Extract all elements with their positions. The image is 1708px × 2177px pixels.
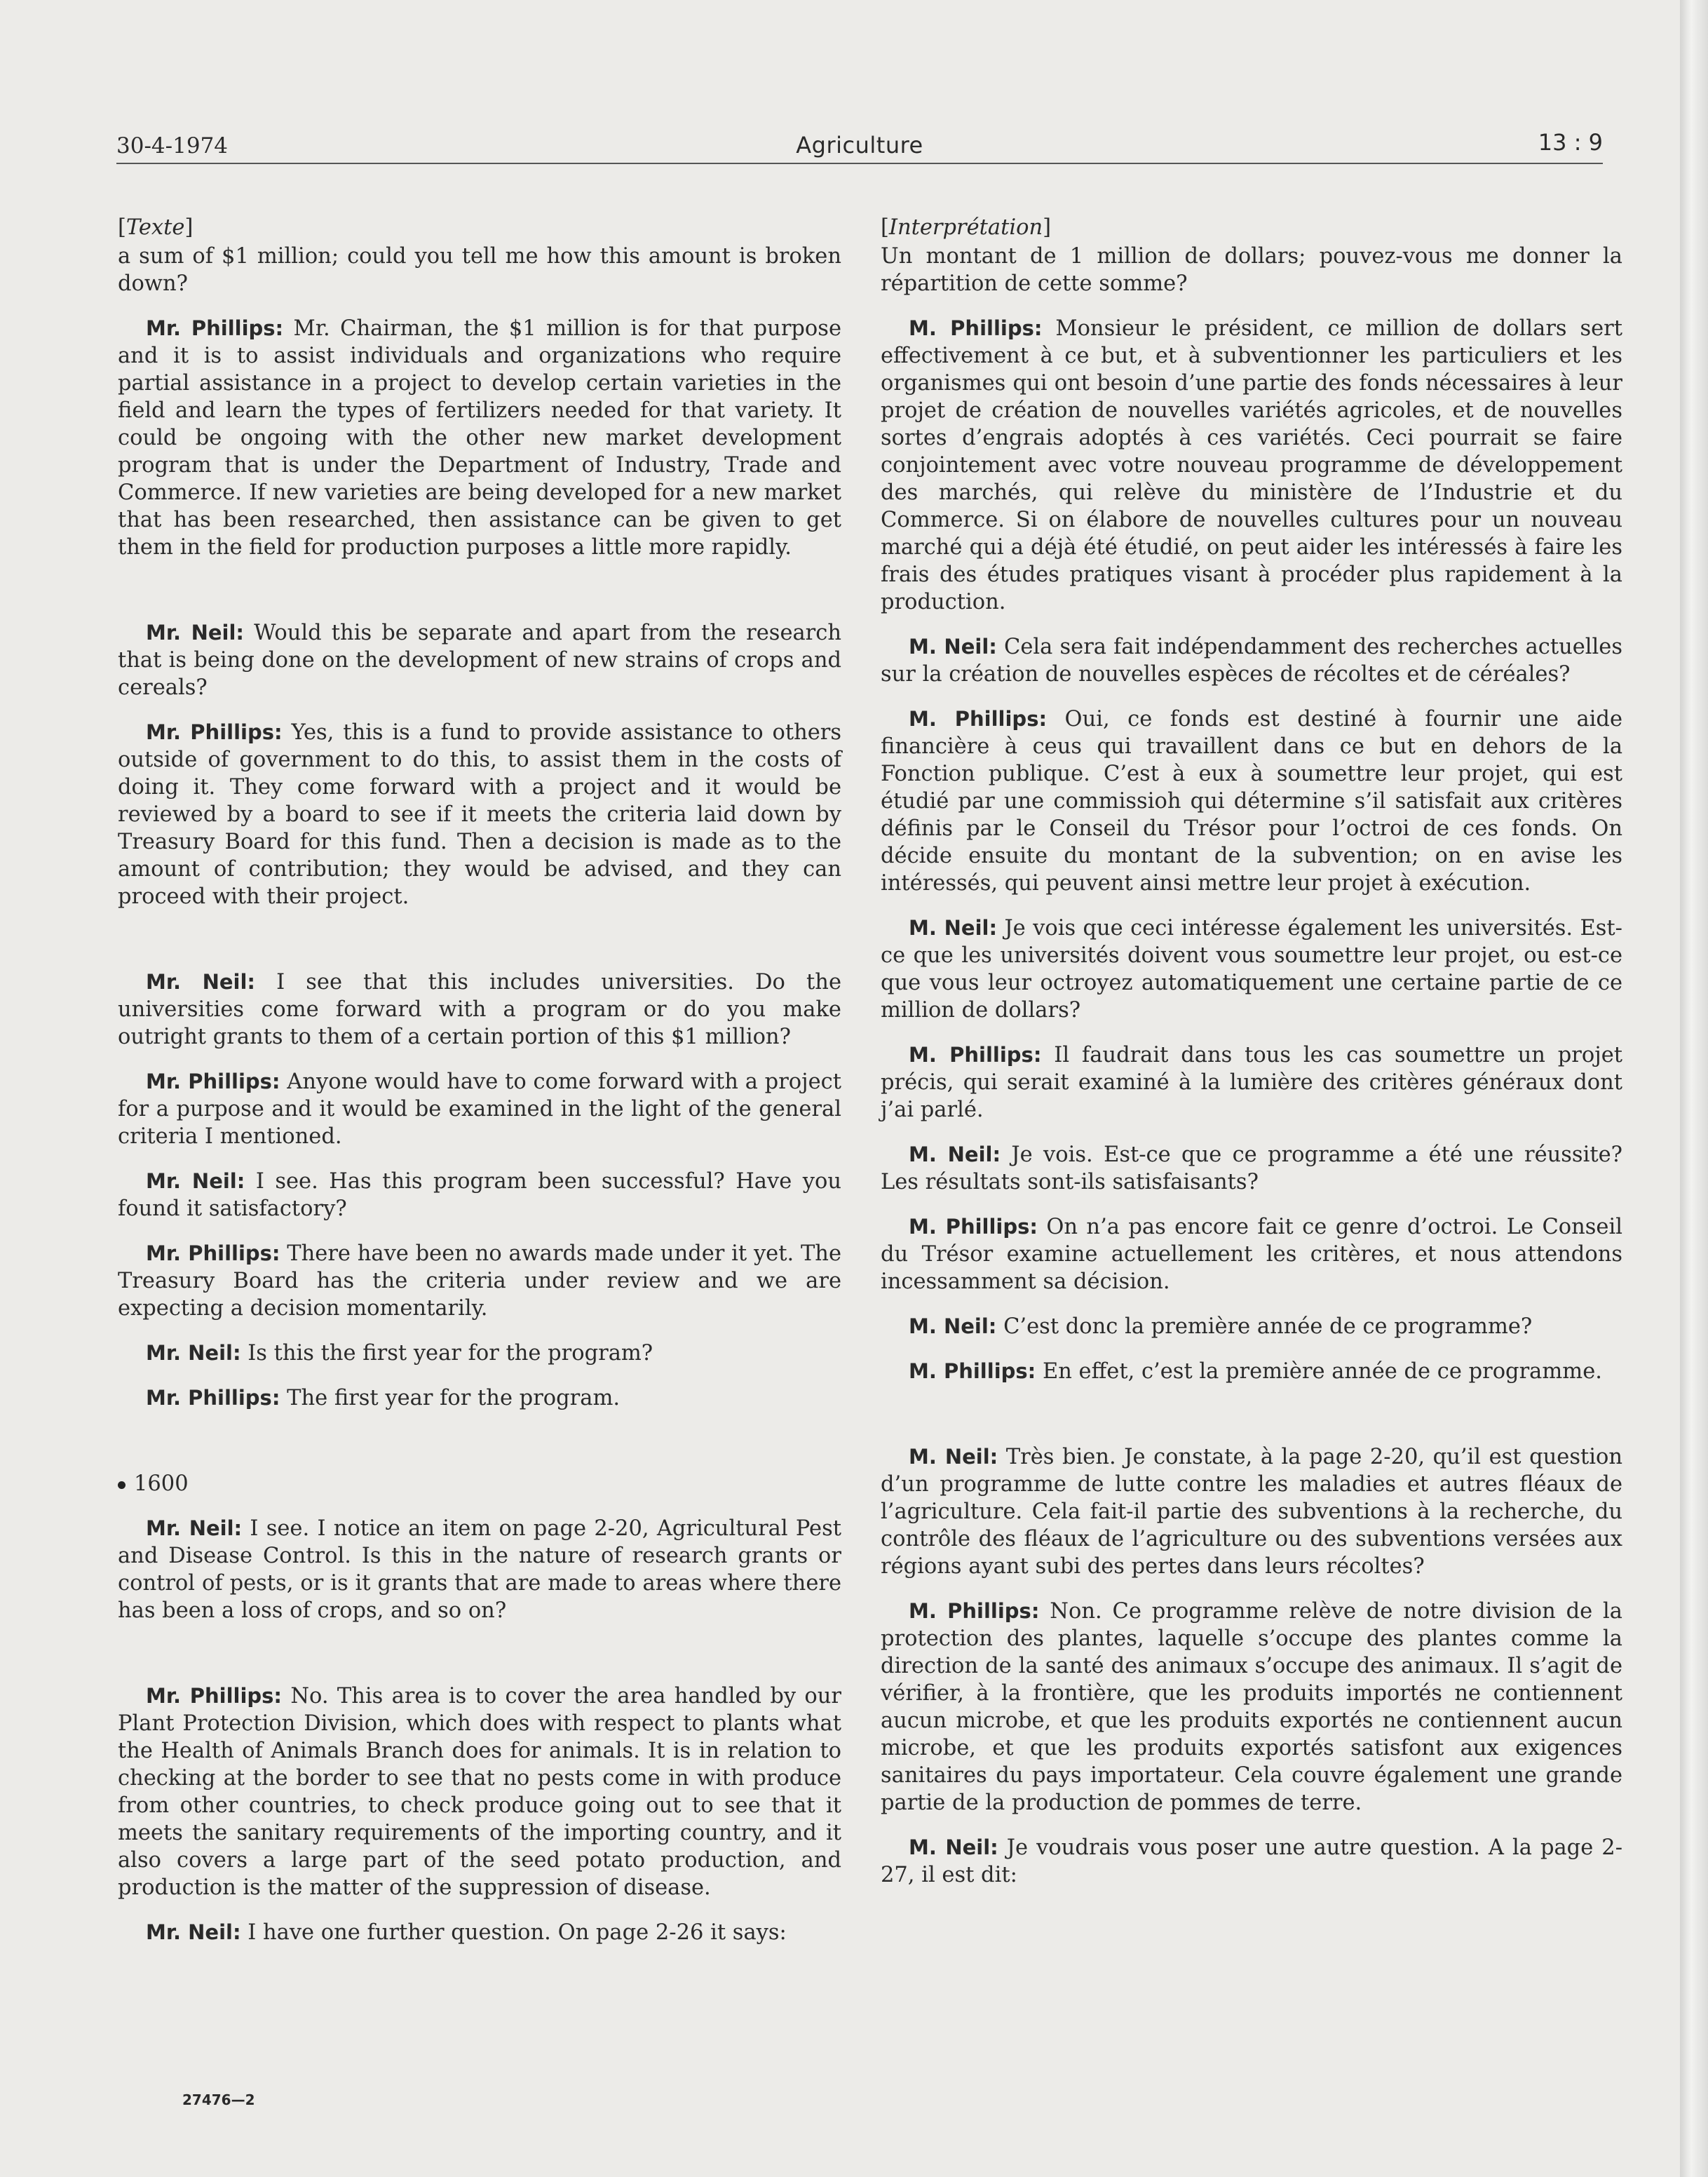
footer-code: 27476—2 [182, 2091, 255, 2108]
paragraph: Mr. Phillips: Yes, this is a fund to provide assistance to others outside of government to do this, to assist them in the costs of doing it. They come forward with a project and it would be reviewed by a board to see if it meets the criteria laid down by Treasury Board for this fund. Then a decision is made as to the amount of contribution; they would be advised, and they can proceed with their project. [118, 720, 842, 909]
speaker-name: Mr. Phillips: [146, 316, 284, 340]
paragraph: M. Phillips: On n’a pas encore fait ce genre d’octroi. Le Conseil du Trésor examine actuellement les critères, et nous attendons incessamment sa décision. [881, 1215, 1622, 1294]
speaker-name: Mr. Neil: [146, 1920, 241, 1944]
intro-paragraph: a sum of $1 million; could you tell me how this amount is broken down? [118, 244, 841, 296]
header-page-number: 13 : 9 [1538, 129, 1603, 156]
speaker-name: Mr. Neil: [146, 970, 255, 994]
speaker-name: M. Neil: [909, 1143, 1001, 1166]
header-title: Agriculture [796, 132, 923, 159]
speaker-name: Mr. Phillips: [146, 1684, 283, 1708]
speaker-name: M. Neil: [909, 1314, 997, 1338]
speaker-name: Mr. Neil: [146, 1341, 241, 1365]
paragraph: Mr. Phillips: The first year for the program. [146, 1386, 621, 1410]
paragraph: M. Phillips: Oui, ce fonds est destiné à fournir une aide financière à ceus qui travaillent dans ce but en dehors de la Fonction publique. C’est à eux à soumettre leur projet, qui est étudié par une commissioh qui détermine s’il satisfait aux critères définis par le Conseil du Trésor pour l’octroi de ces fonds. On décide ensuite du montant de la subvention; on en avise les intéressés, qui peuvent ainsi mettre leur projet à exécution. [881, 707, 1623, 896]
paragraph: Mr. Neil: I have one further question. On page 2-26 it says: [146, 1920, 787, 1945]
paragraph: Mr. Phillips: There have been no awards made under it yet. The Treasury Board has the criteria under review and we are expecting a decision momentarily. [118, 1241, 841, 1321]
speaker-name: Mr. Phillips: [146, 1070, 280, 1093]
speaker-name: Mr. Phillips: [146, 1241, 280, 1265]
speaker-name: M. Neil: [909, 1445, 998, 1469]
paragraph: M. Phillips: Monsieur le président, ce million de dollars sert effectivement à ce but, et à subventionner les particuliers et les organismes qui ont besoin d’une partie des fonds nécessaires à leur projet de création de nouvelles variétés agricoles, et de nouvelles sortes d’engrais adoptés à ces variétés. Ceci pourrait se faire conjointement avec votre nouveau programme de développement des marchés, qui relève du ministère de l’Industrie et du Commerce. Si on élabore de nouvelles cultures pour un nouveau marché qui a déjà été étudié, on peut aider les intéressés à faire les frais des études pratiques visant à procéder plus rapidement à la production. [881, 316, 1623, 614]
speaker-name: Mr. Neil: [146, 1516, 243, 1540]
page-spine-edge [1680, 0, 1708, 2177]
speaker-name: Mr. Neil: [146, 621, 244, 645]
speaker-name: M. Neil: [909, 635, 997, 659]
paragraph: M. Phillips: En effet, c’est la première année de ce programme. [909, 1359, 1602, 1384]
speaker-name: M. Phillips: [909, 1043, 1042, 1067]
french-column [881, 214, 1622, 1906]
paragraph: M. Neil: Je voudrais vous poser une autre question. A la page 2-27, il est dit: [881, 1835, 1623, 1887]
page-header [116, 126, 1603, 164]
language-tag: [Texte] [118, 215, 194, 240]
paragraph: M. Neil: Je vois. Est-ce que ce programme a été une réussite? Les résultats sont-ils satisfaisants? [881, 1143, 1622, 1194]
bullet-icon [118, 1481, 126, 1489]
paragraph: Mr. Phillips: Anyone would have to come forward with a project for a purpose and it would be examined in the light of the general criteria I mentioned. [118, 1070, 841, 1149]
language-tag: [Interprétation] [881, 215, 1052, 240]
paragraph: Mr. Neil: Is this the first year for the program? [146, 1341, 653, 1366]
paragraph: M. Neil: C’est donc la première année de ce programme? [909, 1314, 1533, 1339]
speaker-name: Mr. Phillips: [146, 1386, 280, 1410]
speaker-name: Mr. Phillips: [146, 720, 283, 744]
paragraph: Mr. Neil: Would this be separate and apart from the research that is being done on the development of new strains of crops and cereals? [118, 621, 841, 700]
speaker-name: M. Neil: [909, 916, 998, 940]
paragraph: M. Neil: Cela sera fait indépendamment des recherches actuelles sur la création de nouvelles espèces de récoltes et de céréales? [881, 635, 1622, 687]
speaker-name: M. Phillips: [909, 707, 1048, 731]
speaker-name: Mr. Neil: [146, 1169, 245, 1193]
paragraph: M. Phillips: Non. Ce programme relève de notre division de la protection des plantes, laquelle s’occupe des plantes comme la direction de la santé des animaux s’occupe des animaux. Il s’agit de vérifier, à la frontière, que les produits importés ne contiennent aucun microbe, et que les produits exportés ne contiennent aucun microbe, et que les produits exportés satisfont aux exigences sanitaires du pays importateur. Cela couvre également une grande partie de la production de pommes de terre. [881, 1599, 1622, 1815]
paragraph: M. Neil: Je vois que ceci intéresse également les universités. Est-ce que les universités doivent vous soumettre leur projet, ou est-ce que vous leur octroyez automatiquement une certaine partie de ce million de dollars? [881, 916, 1622, 1023]
time-marker: 1600 [118, 1470, 841, 1497]
speaker-name: M. Phillips: [909, 316, 1043, 340]
paragraph: Mr. Phillips: Mr. Chairman, the $1 million is for that purpose and it is to assist individuals and organizations who require partial assistance in a project to develop certain varieties in the field and learn the types of fertilizers needed for that variety. It could be ongoing with the other new market development program that is under the Department of Industry, Trade and Commerce. If new varieties are being developed for a new market that has been researched, then assistance can be given to get them in the field for production purposes a little more rapidly. [118, 316, 841, 560]
english-column [118, 214, 841, 1964]
paragraph: Mr. Neil: I see. Has this program been successful? Have you found it satisfactory? [118, 1169, 841, 1221]
paragraph: Mr. Neil: I see that this includes universities. Do the universities come forward with a program or do you make outright grants to them of a certain portion of this $1 million? [118, 970, 841, 1049]
speaker-name: M. Neil: [909, 1835, 998, 1859]
paragraph: M. Phillips: Il faudrait dans tous les cas soumettre un projet précis, qui serait examiné à la lumière des critères généraux dont j’ai parlé. [881, 1043, 1622, 1122]
speaker-name: M. Phillips: [909, 1359, 1036, 1383]
paragraph: Mr. Phillips: No. This area is to cover the area handled by our Plant Protection Division, which does with respect to plants what the Health of Animals Branch does for animals. It is in relation to checking at the border to see that no pests come in with produce from other countries, to check produce going out to see that it meets the sanitary requirements of the importing country, and it also covers a large part of the seed potato production, and production is the matter of the suppression of disease. [118, 1684, 842, 1900]
speaker-name: M. Phillips: [909, 1599, 1040, 1623]
paragraph: M. Neil: Très bien. Je constate, à la page 2-20, qu’il est question d’un programme de lutte contre les maladies et autres fléaux de l’agriculture. Cela fait-il partie des subventions à la recherche, du contrôle des fléaux de l’agriculture ou des subventions versées aux régions ayant subi des pertes dans leurs récoltes? [881, 1445, 1623, 1579]
header-date: 30-4-1974 [116, 133, 229, 159]
paragraph: Mr. Neil: I see. I notice an item on page 2-20, Agricultural Pest and Disease Control. Is this in the nature of research grants or control of pests, or is it grants that are made to areas where there has been a loss of crops, and so on? [118, 1516, 842, 1623]
intro-paragraph: Un montant de 1 million de dollars; pouvez-vous me donner la répartition de cette somme? [881, 244, 1622, 296]
speaker-name: M. Phillips: [909, 1215, 1038, 1239]
